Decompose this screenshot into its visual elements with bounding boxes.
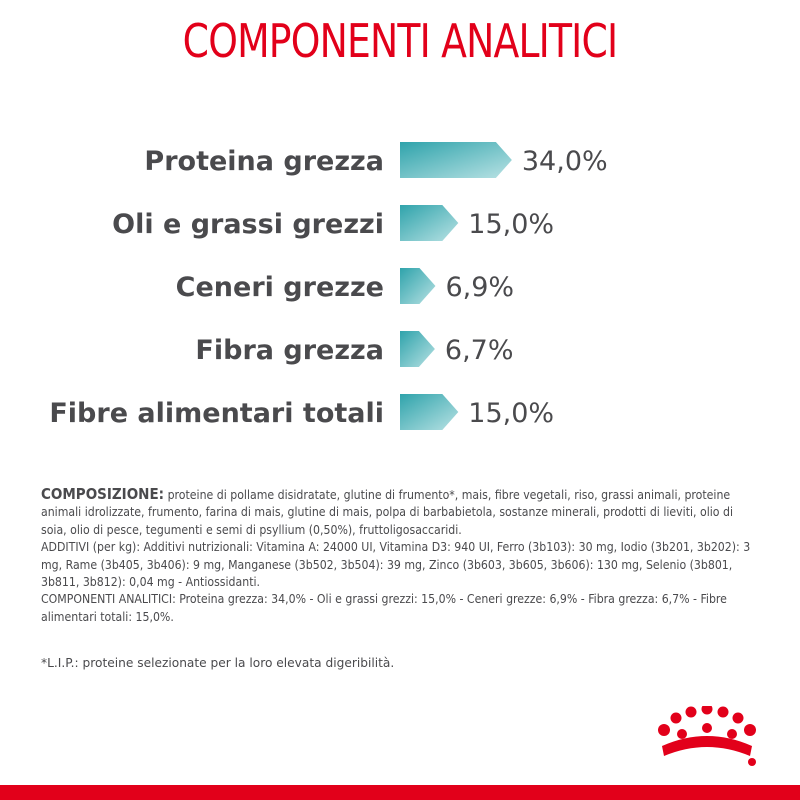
bottom-brand-bar — [0, 785, 800, 800]
bar — [400, 331, 435, 367]
bar — [400, 205, 458, 241]
additives-text: ADDITIVI (per kg): Additivi nutrizionali: Vitamina A: 24000 UI, Vitamina D3: 940 UI, Ferro (3b103): 30 mg, Iodio (3b201, 3b202): 3 mg, Rame (3b405, 3b406): 9 mg, Manganese (3b502, 3b504): 39 mg, Zinco (3b603, 3b605, 3b606): 130 mg, Selenio (3b801, 3b811, 3b812): 0,04 mg - Antiossidanti. — [41, 540, 751, 590]
page-title: COMPONENTI ANALITICI — [182, 14, 618, 68]
royal-canin-crown-icon — [658, 706, 770, 768]
bar — [400, 394, 458, 430]
category-label: Ceneri grezze — [175, 272, 384, 303]
composition-title: COMPOSIZIONE: — [41, 485, 165, 503]
footnote: *L.I.P.: proteine selezionate per la loro elevata digeribilità. — [41, 656, 395, 670]
composition-block — [41, 486, 761, 626]
value-label: 6,9% — [445, 272, 515, 303]
bar — [400, 268, 435, 304]
bar — [400, 142, 512, 178]
composition-paragraph — [41, 486, 761, 539]
category-label: Proteina grezza — [144, 146, 384, 177]
category-label: Fibra grezza — [195, 335, 384, 366]
category-label: Oli e grassi grezzi — [112, 209, 384, 240]
value-label: 34,0% — [521, 146, 608, 177]
value-label: 6,7% — [444, 335, 514, 366]
value-label: 15,0% — [468, 209, 555, 240]
category-label: Fibre alimentari totali — [49, 398, 384, 429]
composition-text: proteine di pollame disidratate, glutine di frumento*, mais, fibre vegetali, riso, grassi animali, proteine animali idrolizzate, frumento, farina di mais, glutine di mais, polpa di barbabietola, sostanze minerali, prodotti di lieviti, olio di soia, olio di pesce, tegumenti e semi di psyllium (0,50%), fruttoligosaccaridi. — [41, 488, 734, 537]
value-label: 15,0% — [468, 398, 555, 429]
analytical-components-text: COMPONENTI ANALITICI: Proteina grezza: 34,0% - Oli e grassi grezzi: 15,0% - Ceneri grezze: 6,9% - Fibra grezza: 6,7% - Fibre alimentari totali: 15,0%. — [41, 592, 727, 624]
